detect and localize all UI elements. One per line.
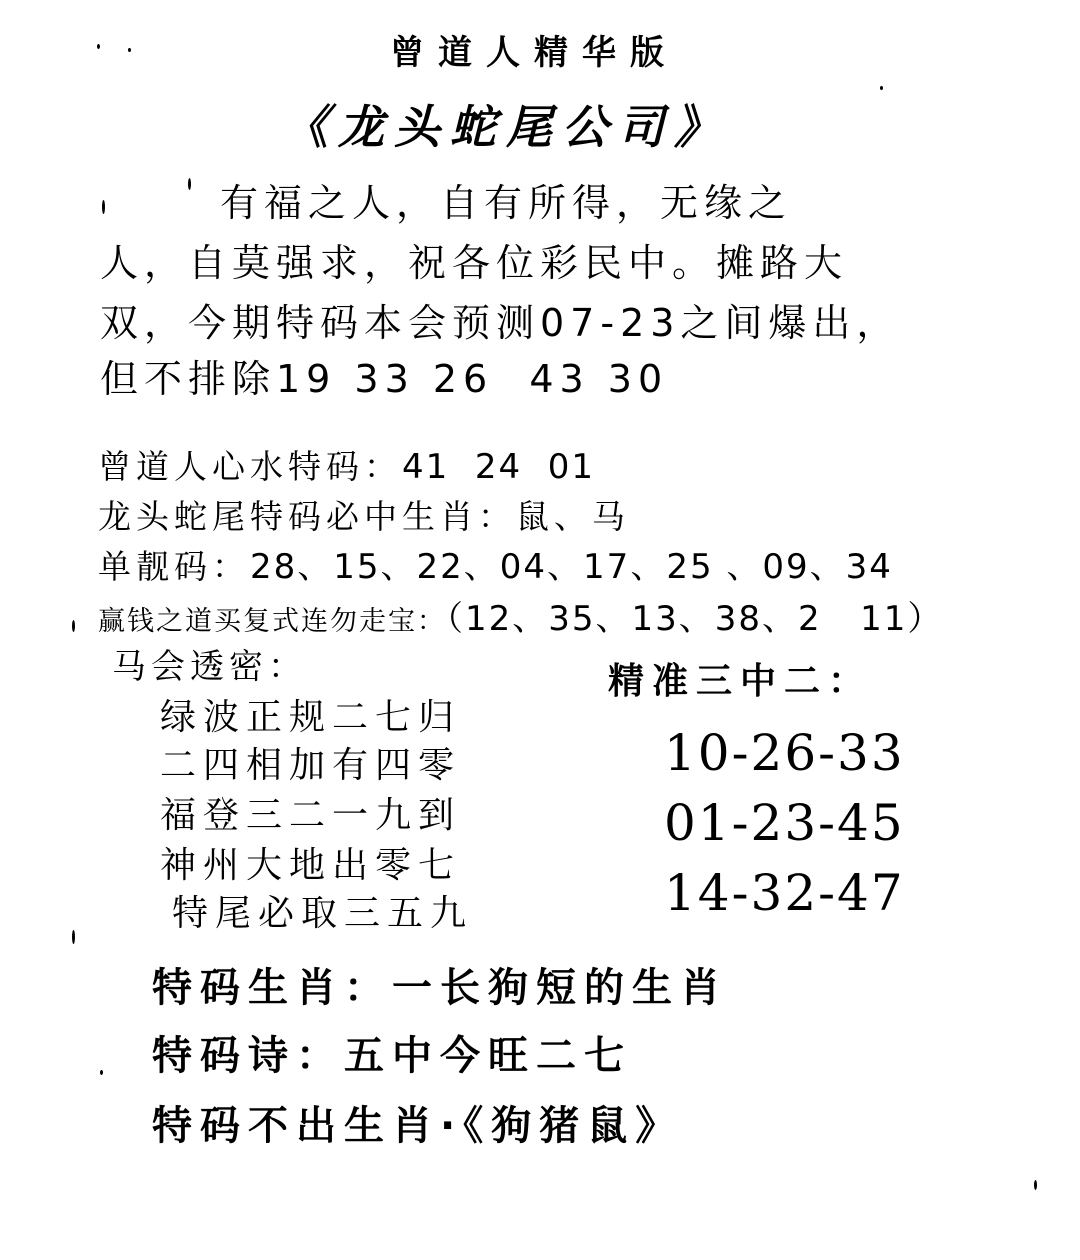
single-code-label: 单靓码： xyxy=(98,547,250,586)
scan-speck xyxy=(1034,1180,1037,1190)
scan-speck xyxy=(97,44,100,49)
verse-line-4: 神州大地出零七 xyxy=(160,845,462,886)
intro-line-3: 双，今期特码本会预测07-23之间爆出， xyxy=(100,301,901,345)
heart-code-line xyxy=(98,447,596,487)
scan-speck xyxy=(72,930,75,944)
compound-line xyxy=(98,599,944,639)
verse-line-5: 特尾必取三五九 xyxy=(172,893,474,934)
verse-line-3: 福登三二一九到 xyxy=(160,795,462,836)
zodiac-label: 龙头蛇尾特码必中生肖： xyxy=(98,497,516,536)
accurate-combo-1: 10-26-33 xyxy=(664,724,905,782)
compound-numbers: （12、35、13、38、2 11） xyxy=(446,599,944,639)
scan-speck xyxy=(72,620,75,632)
not-out-line: 特码不出生肖·《狗猪鼠》 xyxy=(152,1103,684,1149)
hk-secret-label: 马会透密： xyxy=(112,647,307,687)
scan-speck xyxy=(128,48,131,52)
accurate-combo-2: 01-23-45 xyxy=(664,794,905,852)
scan-speck xyxy=(102,200,105,214)
intro-line-2: 人，自莫强求，祝各位彩民中。摊路大 xyxy=(100,241,849,285)
scan-speck xyxy=(188,178,191,190)
special-zodiac-line: 特码生肖：一长狗短的生肖 xyxy=(152,965,728,1011)
accurate-label: 精准三中二： xyxy=(608,661,873,702)
heart-code-numbers: 41 24 01 xyxy=(402,447,596,487)
company-title: 《龙头蛇尾公司》 xyxy=(282,100,730,154)
edition-header: 曾道人精华版 xyxy=(390,33,678,73)
poem-line: 特码诗：五中今旺二七 xyxy=(152,1033,632,1079)
scan-speck xyxy=(880,86,883,90)
scan-speck xyxy=(100,1070,103,1075)
verse-line-2: 二四相加有四零 xyxy=(160,745,462,786)
intro-line-4: 但不排除19 33 26 43 30 xyxy=(100,357,669,401)
zodiac-value: 鼠、马 xyxy=(516,497,630,536)
heart-code-label: 曾道人心水特码： xyxy=(98,447,402,486)
zodiac-line xyxy=(98,497,630,536)
compound-label: 赢钱之道买复式连勿走宝： xyxy=(98,606,446,637)
accurate-combo-3: 14-32-47 xyxy=(664,864,905,922)
intro-line-1: 有福之人，自有所得，无缘之 xyxy=(220,181,793,225)
verse-line-1: 绿波正规二七归 xyxy=(160,697,462,738)
single-code-numbers: 28、15、22、04、17、25 、09、34 xyxy=(250,547,893,587)
single-code-line xyxy=(98,547,893,587)
